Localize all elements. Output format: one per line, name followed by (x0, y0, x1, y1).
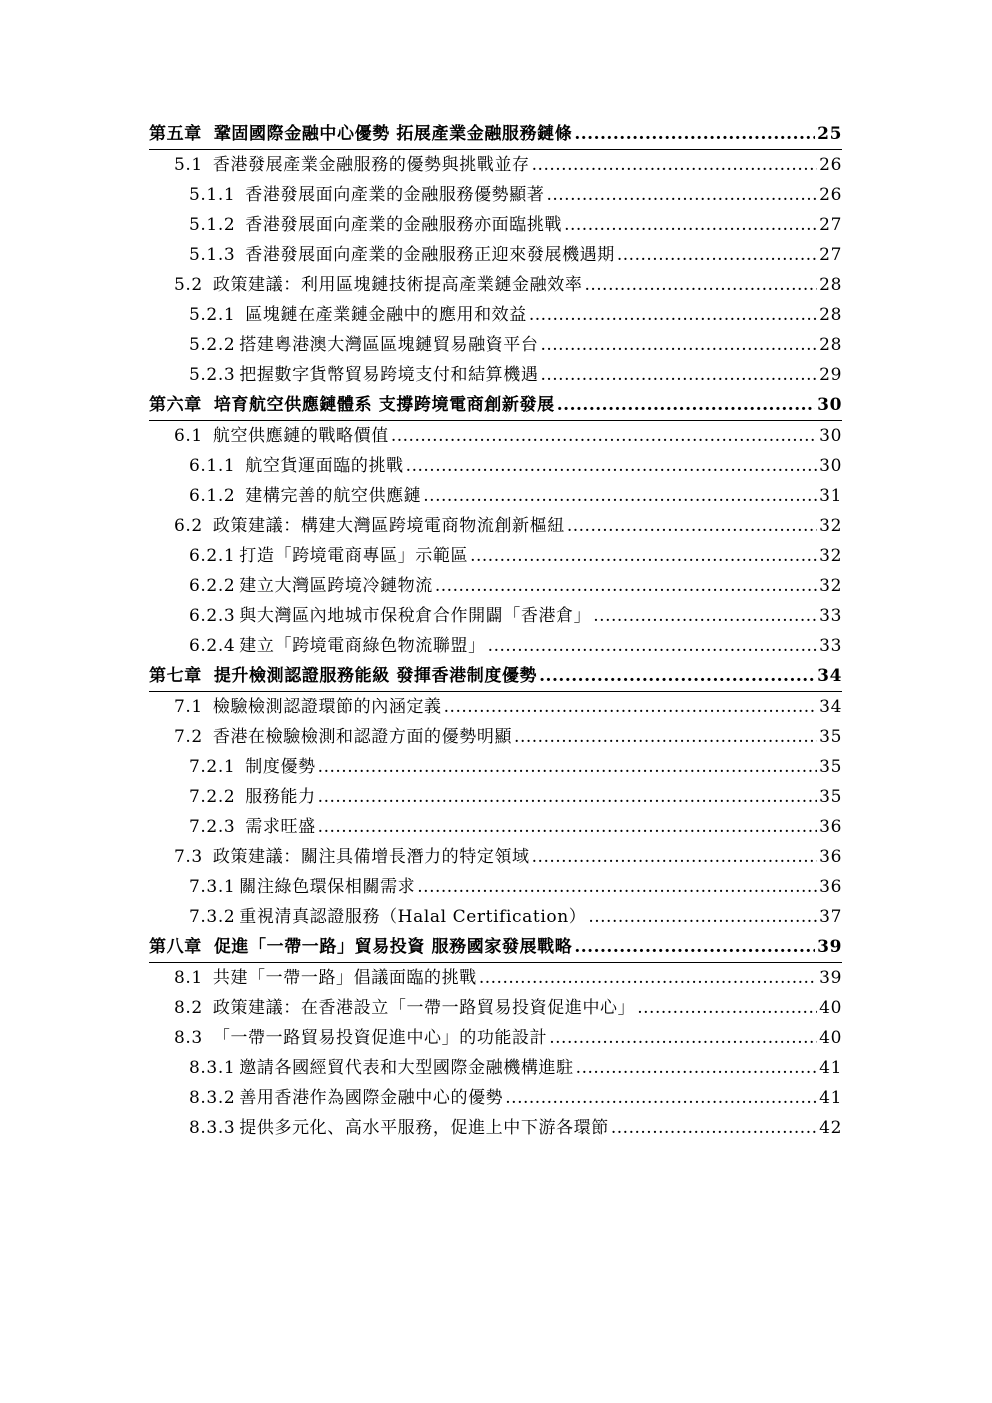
toc-entry-chapter[interactable] (149, 661, 842, 692)
toc-entry-title: 提升檢測認證服務能級 發揮香港制度優勢 (213, 666, 538, 686)
toc-entry-number: 第五章 (149, 124, 202, 144)
toc-entry-number: 8.3.2 (189, 1088, 236, 1108)
toc-entry-title: 政策建議：構建大灣區跨境電商物流創新樞紐 (212, 516, 565, 536)
toc-entry-title: 重視清真認證服務（Halal Certification） (239, 907, 587, 927)
toc-leader-dots (505, 1083, 817, 1113)
table-of-contents (149, 119, 842, 1143)
toc-entry-title: 政策建議：利用區塊鏈技術提高產業鏈金融效率 (212, 275, 583, 295)
toc-entry-section[interactable] (149, 421, 842, 451)
toc-leader-dots (406, 451, 817, 481)
toc-entry-title: 建構完善的航空供應鏈 (245, 486, 422, 506)
toc-entry-sub[interactable] (149, 1083, 842, 1113)
toc-entry-section[interactable] (149, 511, 842, 541)
toc-leader-dots (318, 782, 817, 812)
toc-entry-sub[interactable] (149, 360, 842, 390)
toc-leader-dots (435, 571, 817, 601)
toc-entry-number: 7.2.2 (189, 787, 236, 807)
toc-entry-page-number: 39 (819, 968, 842, 988)
toc-entry-page-number: 26 (819, 185, 842, 205)
toc-entry-number: 6.2.1 (189, 546, 236, 566)
toc-entry-number: 7.2 (174, 727, 203, 747)
toc-entry-page-number: 34 (817, 666, 842, 686)
toc-entry-title: 香港在檢驗檢測和認證方面的優勢明顯 (212, 727, 513, 747)
toc-entry-chapter[interactable] (149, 119, 842, 150)
toc-entry-title: 航空貨運面臨的挑戰 (245, 456, 404, 476)
toc-leader-dots (637, 993, 817, 1023)
toc-leader-dots (470, 541, 817, 571)
toc-entry-page-number: 41 (819, 1088, 842, 1108)
toc-leader-dots (479, 963, 817, 993)
toc-entry-number: 5.2.3 (189, 365, 236, 385)
toc-entry-title: 共建「一帶一路」倡議面臨的挑戰 (212, 968, 477, 988)
toc-entry-title: 打造「跨境電商專區」示範區 (239, 546, 469, 566)
toc-entry-sub[interactable] (149, 1113, 842, 1143)
toc-entry-number: 6.1 (174, 426, 203, 446)
toc-entry-number: 5.2.1 (189, 305, 236, 325)
toc-entry-page-number: 26 (819, 155, 842, 175)
toc-entry-number: 6.1.1 (189, 456, 236, 476)
toc-leader-dots (423, 481, 817, 511)
toc-leader-dots (564, 210, 817, 240)
toc-entry-page-number: 36 (819, 817, 842, 837)
toc-entry-page-number: 30 (819, 426, 842, 446)
toc-leader-dots (444, 692, 818, 722)
toc-entry-sub[interactable] (149, 180, 842, 210)
toc-entry-section[interactable] (149, 993, 842, 1023)
toc-entry-page-number: 35 (819, 727, 842, 747)
toc-leader-dots (514, 722, 817, 752)
toc-entry-page-number: 32 (819, 516, 842, 536)
toc-entry-section[interactable] (149, 270, 842, 300)
toc-entry-number: 8.3.1 (189, 1058, 236, 1078)
toc-entry-number: 8.3.3 (189, 1118, 236, 1138)
toc-entry-page-number: 30 (817, 395, 842, 415)
toc-entry-sub[interactable] (149, 240, 842, 270)
toc-entry-sub[interactable] (149, 481, 842, 511)
toc-entry-number: 5.1.2 (189, 215, 236, 235)
toc-entry-number: 8.2 (174, 998, 203, 1018)
toc-entry-page-number: 35 (819, 787, 842, 807)
toc-entry-title: 提供多元化、高水平服務，促進上中下游各環節 (239, 1118, 609, 1138)
toc-entry-title: 邀請各國經貿代表和大型國際金融機構進駐 (239, 1058, 574, 1078)
toc-entry-number: 7.1 (174, 697, 203, 717)
toc-entry-sub[interactable] (149, 571, 842, 601)
toc-entry-title: 香港發展面向產業的金融服務亦面臨挑戰 (245, 215, 563, 235)
toc-entry-number: 5.1 (174, 155, 203, 175)
toc-leader-dots (391, 421, 817, 451)
toc-entry-number: 第八章 (149, 937, 202, 957)
toc-entry-sub[interactable] (149, 1053, 842, 1083)
toc-leader-dots (540, 360, 817, 390)
toc-leader-dots (617, 240, 817, 270)
toc-entry-number: 7.3 (174, 847, 203, 867)
toc-entry-section[interactable] (149, 150, 842, 180)
toc-entry-page-number: 40 (819, 998, 842, 1018)
toc-entry-sub[interactable] (149, 631, 842, 661)
toc-leader-dots (417, 872, 817, 902)
toc-leader-dots (611, 1113, 817, 1143)
toc-entry-number: 6.2.4 (189, 636, 236, 656)
toc-entry-sub[interactable] (149, 601, 842, 631)
toc-entry-page-number: 28 (819, 275, 842, 295)
toc-entry-title: 把握數字貨幣貿易跨境支付和結算機遇 (239, 365, 539, 385)
toc-entry-title: 搭建粵港澳大灣區區塊鏈貿易融資平台 (239, 335, 539, 355)
toc-entry-title: 航空供應鏈的戰略價值 (212, 426, 389, 446)
toc-entry-sub[interactable] (149, 782, 842, 812)
toc-leader-dots (318, 752, 817, 782)
toc-leader-dots (593, 601, 817, 631)
toc-entry-section[interactable] (149, 1023, 842, 1053)
toc-entry-page-number: 37 (819, 907, 842, 927)
toc-leader-dots (549, 1023, 817, 1053)
toc-entry-chapter[interactable] (149, 390, 842, 421)
toc-entry-title: 區塊鏈在產業鏈金融中的應用和效益 (245, 305, 527, 325)
toc-leader-dots (540, 330, 817, 360)
toc-entry-title: 需求旺盛 (245, 817, 316, 837)
toc-entry-sub[interactable] (149, 902, 842, 932)
toc-entry-page-number: 32 (819, 546, 842, 566)
toc-entry-title: 建立「跨境電商綠色物流聯盟」 (239, 636, 486, 656)
toc-entry-number: 5.2 (174, 275, 203, 295)
toc-leader-dots (576, 1053, 817, 1083)
toc-entry-section[interactable] (149, 963, 842, 993)
toc-entry-title: 「一帶一路貿易投資促進中心」的功能設計 (212, 1028, 548, 1048)
toc-entry-title: 促進「一帶一路」貿易投資 服務國家發展戰略 (213, 937, 573, 957)
toc-entry-number: 7.2.1 (189, 757, 236, 777)
toc-entry-number: 6.2.2 (189, 576, 236, 596)
toc-leader-dots (584, 270, 817, 300)
toc-entry-number: 8.3 (174, 1028, 203, 1048)
toc-entry-title: 與大灣區內地城市保稅倉合作開闢「香港倉」 (239, 606, 592, 626)
toc-leader-dots (318, 812, 817, 842)
toc-entry-number: 8.1 (174, 968, 203, 988)
toc-entry-title: 關注綠色環保相關需求 (239, 877, 416, 897)
toc-entry-title: 服務能力 (245, 787, 316, 807)
toc-leader-dots (488, 631, 817, 661)
toc-entry-number: 5.1.1 (189, 185, 236, 205)
toc-entry-number: 6.1.2 (189, 486, 236, 506)
toc-entry-title: 香港發展面向產業的金融服務正迎來發展機遇期 (245, 245, 615, 265)
toc-entry-page-number: 25 (817, 124, 842, 144)
toc-entry-title: 香港發展面向產業的金融服務優勢顯著 (245, 185, 545, 205)
toc-entry-page-number: 28 (819, 305, 842, 325)
toc-entry-number: 7.3.1 (189, 877, 236, 897)
toc-entry-sub[interactable] (149, 330, 842, 360)
toc-leader-dots (557, 390, 815, 420)
toc-entry-number: 7.2.3 (189, 817, 236, 837)
toc-entry-title: 政策建議：關注具備增長潛力的特定領域 (212, 847, 530, 867)
toc-entry-title: 檢驗檢測認證環節的內涵定義 (212, 697, 442, 717)
toc-entry-page-number: 40 (819, 1028, 842, 1048)
toc-leader-dots (529, 300, 817, 330)
toc-entry-sub[interactable] (149, 541, 842, 571)
toc-entry-number: 第七章 (149, 666, 202, 686)
toc-entry-sub[interactable] (149, 872, 842, 902)
toc-entry-number: 第六章 (149, 395, 202, 415)
toc-entry-chapter[interactable] (149, 932, 842, 963)
toc-leader-dots (532, 150, 818, 180)
toc-leader-dots (574, 932, 815, 962)
toc-entry-page-number: 34 (819, 697, 842, 717)
toc-entry-page-number: 33 (819, 606, 842, 626)
toc-leader-dots (574, 119, 815, 149)
toc-entry-page-number: 30 (819, 456, 842, 476)
toc-entry-number: 6.2 (174, 516, 203, 536)
toc-entry-page-number: 35 (819, 757, 842, 777)
toc-entry-page-number: 29 (819, 365, 842, 385)
toc-entry-page-number: 32 (819, 576, 842, 596)
toc-leader-dots (546, 180, 817, 210)
toc-entry-page-number: 33 (819, 636, 842, 656)
toc-entry-title: 制度優勢 (245, 757, 316, 777)
toc-entry-title: 政策建議：在香港設立「一帶一路貿易投資促進中心」 (212, 998, 636, 1018)
toc-leader-dots (567, 511, 817, 541)
toc-entry-sub[interactable] (149, 451, 842, 481)
toc-entry-page-number: 27 (819, 215, 842, 235)
toc-entry-page-number: 42 (819, 1118, 842, 1138)
toc-entry-number: 5.1.3 (189, 245, 236, 265)
toc-entry-number: 6.2.3 (189, 606, 236, 626)
toc-entry-title: 善用香港作為國際金融中心的優勢 (239, 1088, 504, 1108)
toc-leader-dots (588, 902, 817, 932)
toc-leader-dots (532, 842, 818, 872)
toc-entry-section[interactable] (149, 722, 842, 752)
toc-entry-sub[interactable] (149, 210, 842, 240)
toc-entry-section[interactable] (149, 692, 842, 722)
toc-entry-page-number: 39 (817, 937, 842, 957)
toc-entry-page-number: 36 (819, 847, 842, 867)
toc-entry-sub[interactable] (149, 752, 842, 782)
toc-entry-page-number: 36 (819, 877, 842, 897)
toc-entry-title: 鞏固國際金融中心優勢 拓展產業金融服務鏈條 (213, 124, 573, 144)
toc-entry-page-number: 41 (819, 1058, 842, 1078)
toc-entry-page-number: 28 (819, 335, 842, 355)
toc-entry-page-number: 27 (819, 245, 842, 265)
toc-entry-title: 香港發展產業金融服務的優勢與挑戰並存 (212, 155, 530, 175)
toc-entry-number: 7.3.2 (189, 907, 236, 927)
toc-leader-dots (539, 661, 815, 691)
toc-entry-section[interactable] (149, 842, 842, 872)
toc-entry-number: 5.2.2 (189, 335, 236, 355)
toc-entry-sub[interactable] (149, 300, 842, 330)
toc-entry-title: 培育航空供應鏈體系 支撐跨境電商創新發展 (213, 395, 555, 415)
toc-entry-page-number: 31 (819, 486, 842, 506)
toc-entry-sub[interactable] (149, 812, 842, 842)
toc-entry-title: 建立大灣區跨境冷鏈物流 (239, 576, 433, 596)
